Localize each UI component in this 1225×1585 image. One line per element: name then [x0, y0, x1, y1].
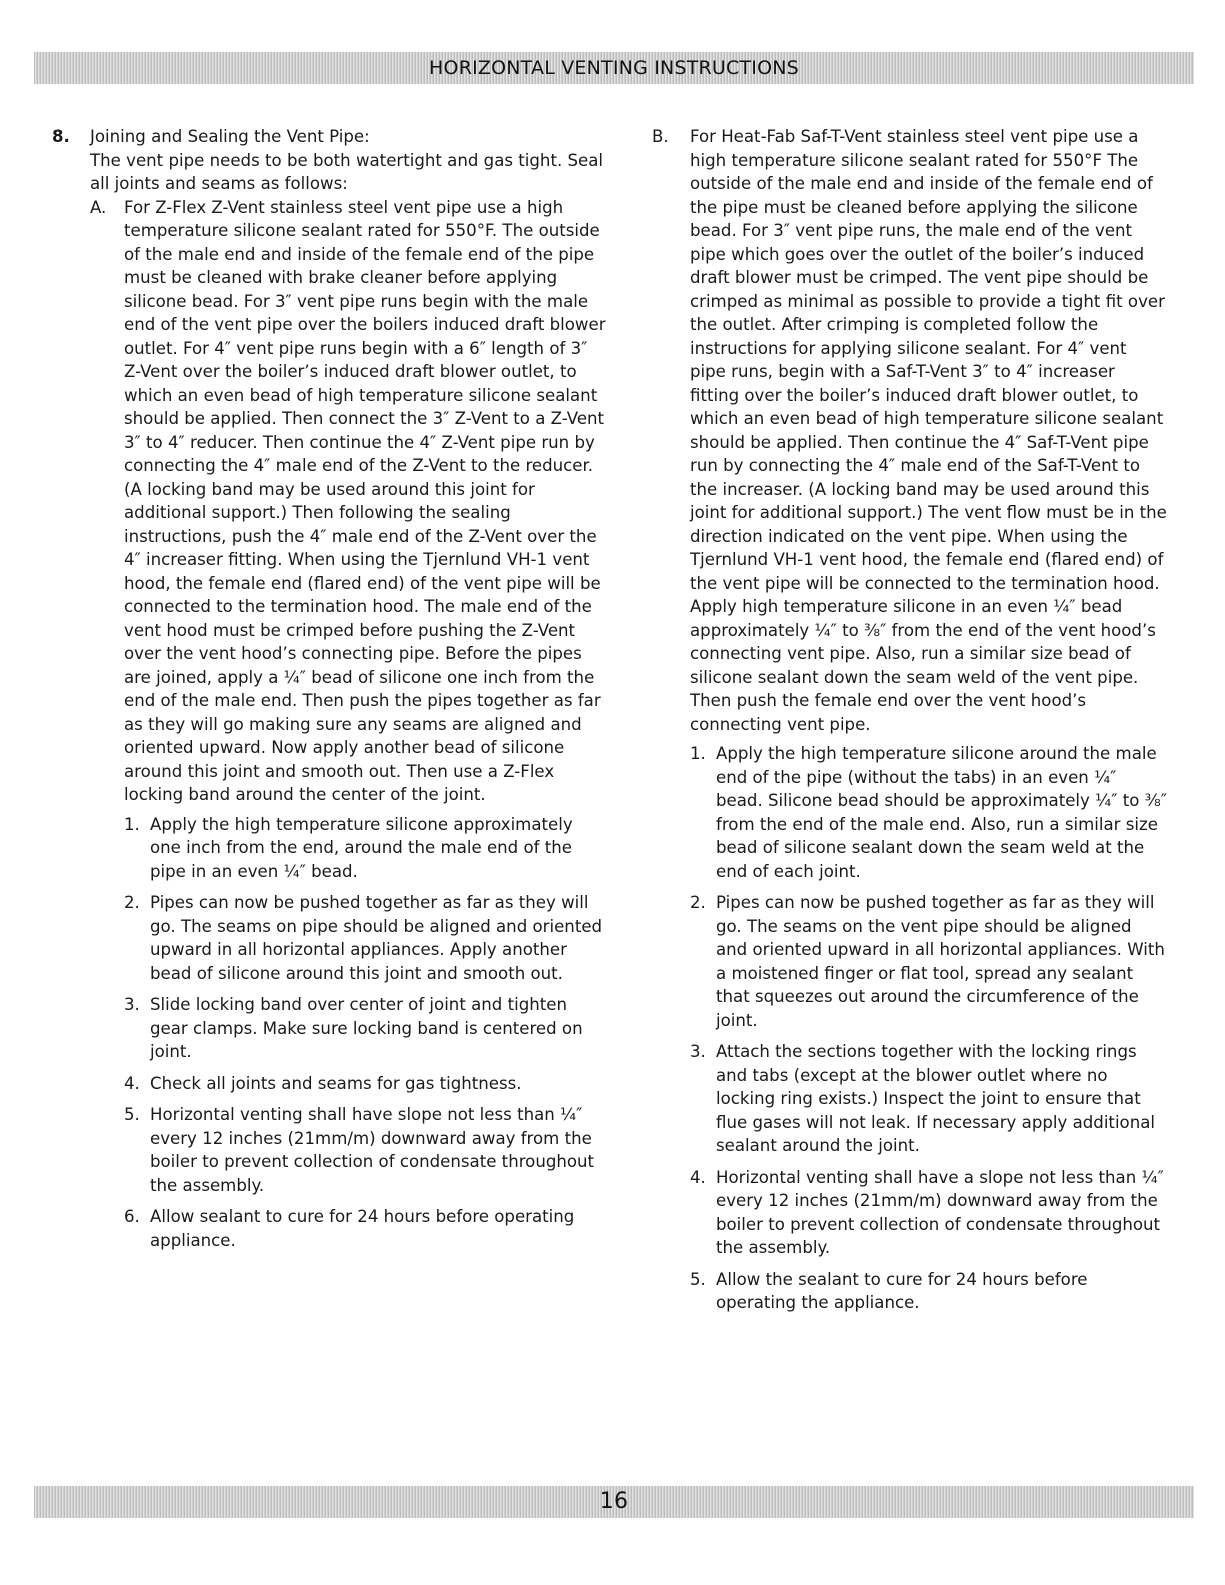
page-title: HORIZONTAL VENTING INSTRUCTIONS	[429, 57, 799, 79]
subsection-b-text: For Heat-Fab Saf-T-Vent stainless steel vent pipe use a high temperature silicone sealant rated for 550°F The outside of the male end and inside of the female end of the pipe must be cleaned before applying the silicone bead. For 3″ vent pipe runs, the male end of the vent pipe which goes over the outlet of the boiler’s induced draft blower must be crimped. The vent pipe should be crimped as minimal as possible to provide a tight fit over the outlet. After crimping is completed follow the instructions for applying silicone sealant. For 4″ vent pipe runs, begin with a Saf-T-Vent 3″ to 4″ increaser fitting over the boiler’s induced draft blower outlet, to which an even bead of high temperature silicone sealant should be applied. Then continue the 4″ Saf-T-Vent pipe run by connecting the 4″ male end of the Saf-T-Vent to the increaser. (A locking band may be used around this joint for additional support.) The vent flow must be in the direction indicated on the vent pipe. When using the Tjernlund VH-1 vent hood, the female end (flared end) of the vent pipe will be connected to the termination hood. Apply high temperature silicone in an even ¼″ bead approximately ¼″ to ⅜″ from the end of the vent hood’s connecting vent pipe. Also, run a similar size bead of silicone sealant down the seam weld of the vent pipe. Then push the female end over the vent hood’s connecting vent pipe.	[690, 127, 1167, 734]
subsection-a-text: For Z-Flex Z-Vent stainless steel vent pipe use a high temperature silicone sealant rated for 550°F. The outside of the male end and inside of the female end of the pipe must be cleaned with brake cleaner before applying silicone bead. For 3″ vent pipe runs begin with the male end of the vent pipe over the boilers induced draft blower outlet. For 4″ vent pipe runs begin with a 6″ length of 3″ Z-Vent over the boiler’s induced draft blower outlet, to which an even bead of high temperature silicone sealant should be applied. Then connect the 3″ Z-Vent to a Z-Vent 3″ to 4″ reducer. Then continue the 4″ Z-Vent pipe run by connecting the 4″ male end of the Z-Vent to the reducer. (A locking band may be used around this joint for additional support.) Then following the sealing instructions, push the 4″ male end of the Z-Vent over the 4″ increaser fitting. When using the Tjernlund VH-1 vent hood, the female end (flared end) of the vent pipe will be connected to the termination hood. The male end of the vent hood must be crimped before pushing the Z-Vent over the vent hood’s connecting pipe. Before the pipes are joined, apply a ¼″ bead of silicone one inch from the end of the male end. Then push the pipes together as far as they will go making sure any seams are aligned and oriented upward. Now apply another bead of silicone around this joint and smooth out. Then use a Z-Flex locking band around the center of the joint.	[124, 197, 606, 804]
step-number: 1.	[690, 744, 706, 763]
subsection-a-steps	[124, 813, 607, 1253]
section-number: 8.	[52, 127, 70, 146]
list-item	[124, 1205, 607, 1252]
step-number: 4.	[124, 1073, 140, 1093]
list-item	[124, 993, 607, 1064]
section-title: Joining and Sealing the Vent Pipe:	[90, 127, 370, 146]
left-column	[52, 125, 607, 1260]
list-item	[124, 891, 607, 985]
footer-bar	[34, 1486, 1194, 1518]
subsection-b-steps	[690, 742, 1167, 1315]
step-text: Pipes can now be pushed together as far as they will go. The seams on pipe should be aligned and oriented upward in all horizontal appliances. Apply another bead of silicone around this joint and smooth out.	[150, 893, 603, 983]
list-item	[124, 813, 607, 884]
header-bar	[34, 52, 1194, 84]
step-number: 3.	[690, 1042, 706, 1061]
step-number: 4.	[690, 1167, 706, 1187]
list-item	[690, 1166, 1167, 1260]
step-number: 3.	[124, 995, 140, 1014]
list-item	[690, 891, 1167, 1032]
list-item	[690, 742, 1167, 883]
step-number: 6.	[124, 1207, 140, 1226]
step-number: 5.	[690, 1269, 706, 1289]
list-item	[690, 1040, 1167, 1158]
right-column	[652, 125, 1167, 1323]
step-text: Pipes can now be pushed together as far as they will go. The seams on the vent pipe should be aligned and oriented upward in all horizontal appliances. With a moistened finger or flat tool, spread any sealant that squeezes out around the circumference of the joint.	[716, 893, 1165, 1030]
step-number: 1.	[124, 814, 140, 834]
page-number: 16	[599, 1489, 629, 1514]
step-number: 5.	[124, 1105, 140, 1124]
section-8	[52, 125, 607, 1252]
subsection-letter: A.	[90, 197, 107, 217]
step-text: Horizontal venting shall have a slope not less than ¼″ every 12 inches (21mm/m) downward away from the boiler to prevent collection of condensate throughout the assembly.	[716, 1167, 1164, 1257]
step-text: Apply the high temperature silicone approximately one inch from the end, around the male end of the pipe in an even ¼″ bead.	[150, 814, 573, 881]
list-item	[690, 1268, 1167, 1315]
subsection-a	[90, 196, 607, 1253]
list-item	[124, 1072, 607, 1096]
step-text: Slide locking band over center of joint and tighten gear clamps. Make sure locking band is centered on joint.	[150, 995, 583, 1061]
subsection-letter: B.	[652, 127, 669, 146]
step-text: Attach the sections together with the locking rings and tabs (except at the blower outlet where no locking ring exists.) Inspect the joint to ensure that flue gases will not leak. If necessary apply additional sealant around the joint.	[716, 1042, 1155, 1155]
step-text: Apply the high temperature silicone around the male end of the pipe (without the tabs) in an even ¼″ bead. Silicone bead should be approximately ¼″ to ⅜″ from the end of the male end. Also, run a similar size bead of silicone sealant down the seam weld at the end of each joint.	[716, 744, 1167, 881]
step-number: 2.	[124, 893, 140, 912]
subsection-b	[652, 125, 1167, 1315]
step-text: Horizontal venting shall have slope not less than ¼″ every 12 inches (21mm/m) downward away from the boiler to prevent collection of condensate throughout the assembly.	[150, 1105, 595, 1195]
step-text: Allow the sealant to cure for 24 hours before operating the appliance.	[716, 1269, 1088, 1312]
step-number: 2.	[690, 893, 706, 912]
section-intro: The vent pipe needs to be both watertight and gas tight. Seal all joints and seams as follows:	[90, 150, 604, 193]
step-text: Check all joints and seams for gas tightness.	[150, 1073, 522, 1093]
step-text: Allow sealant to cure for 24 hours before operating appliance.	[150, 1207, 575, 1250]
list-item	[124, 1103, 607, 1197]
